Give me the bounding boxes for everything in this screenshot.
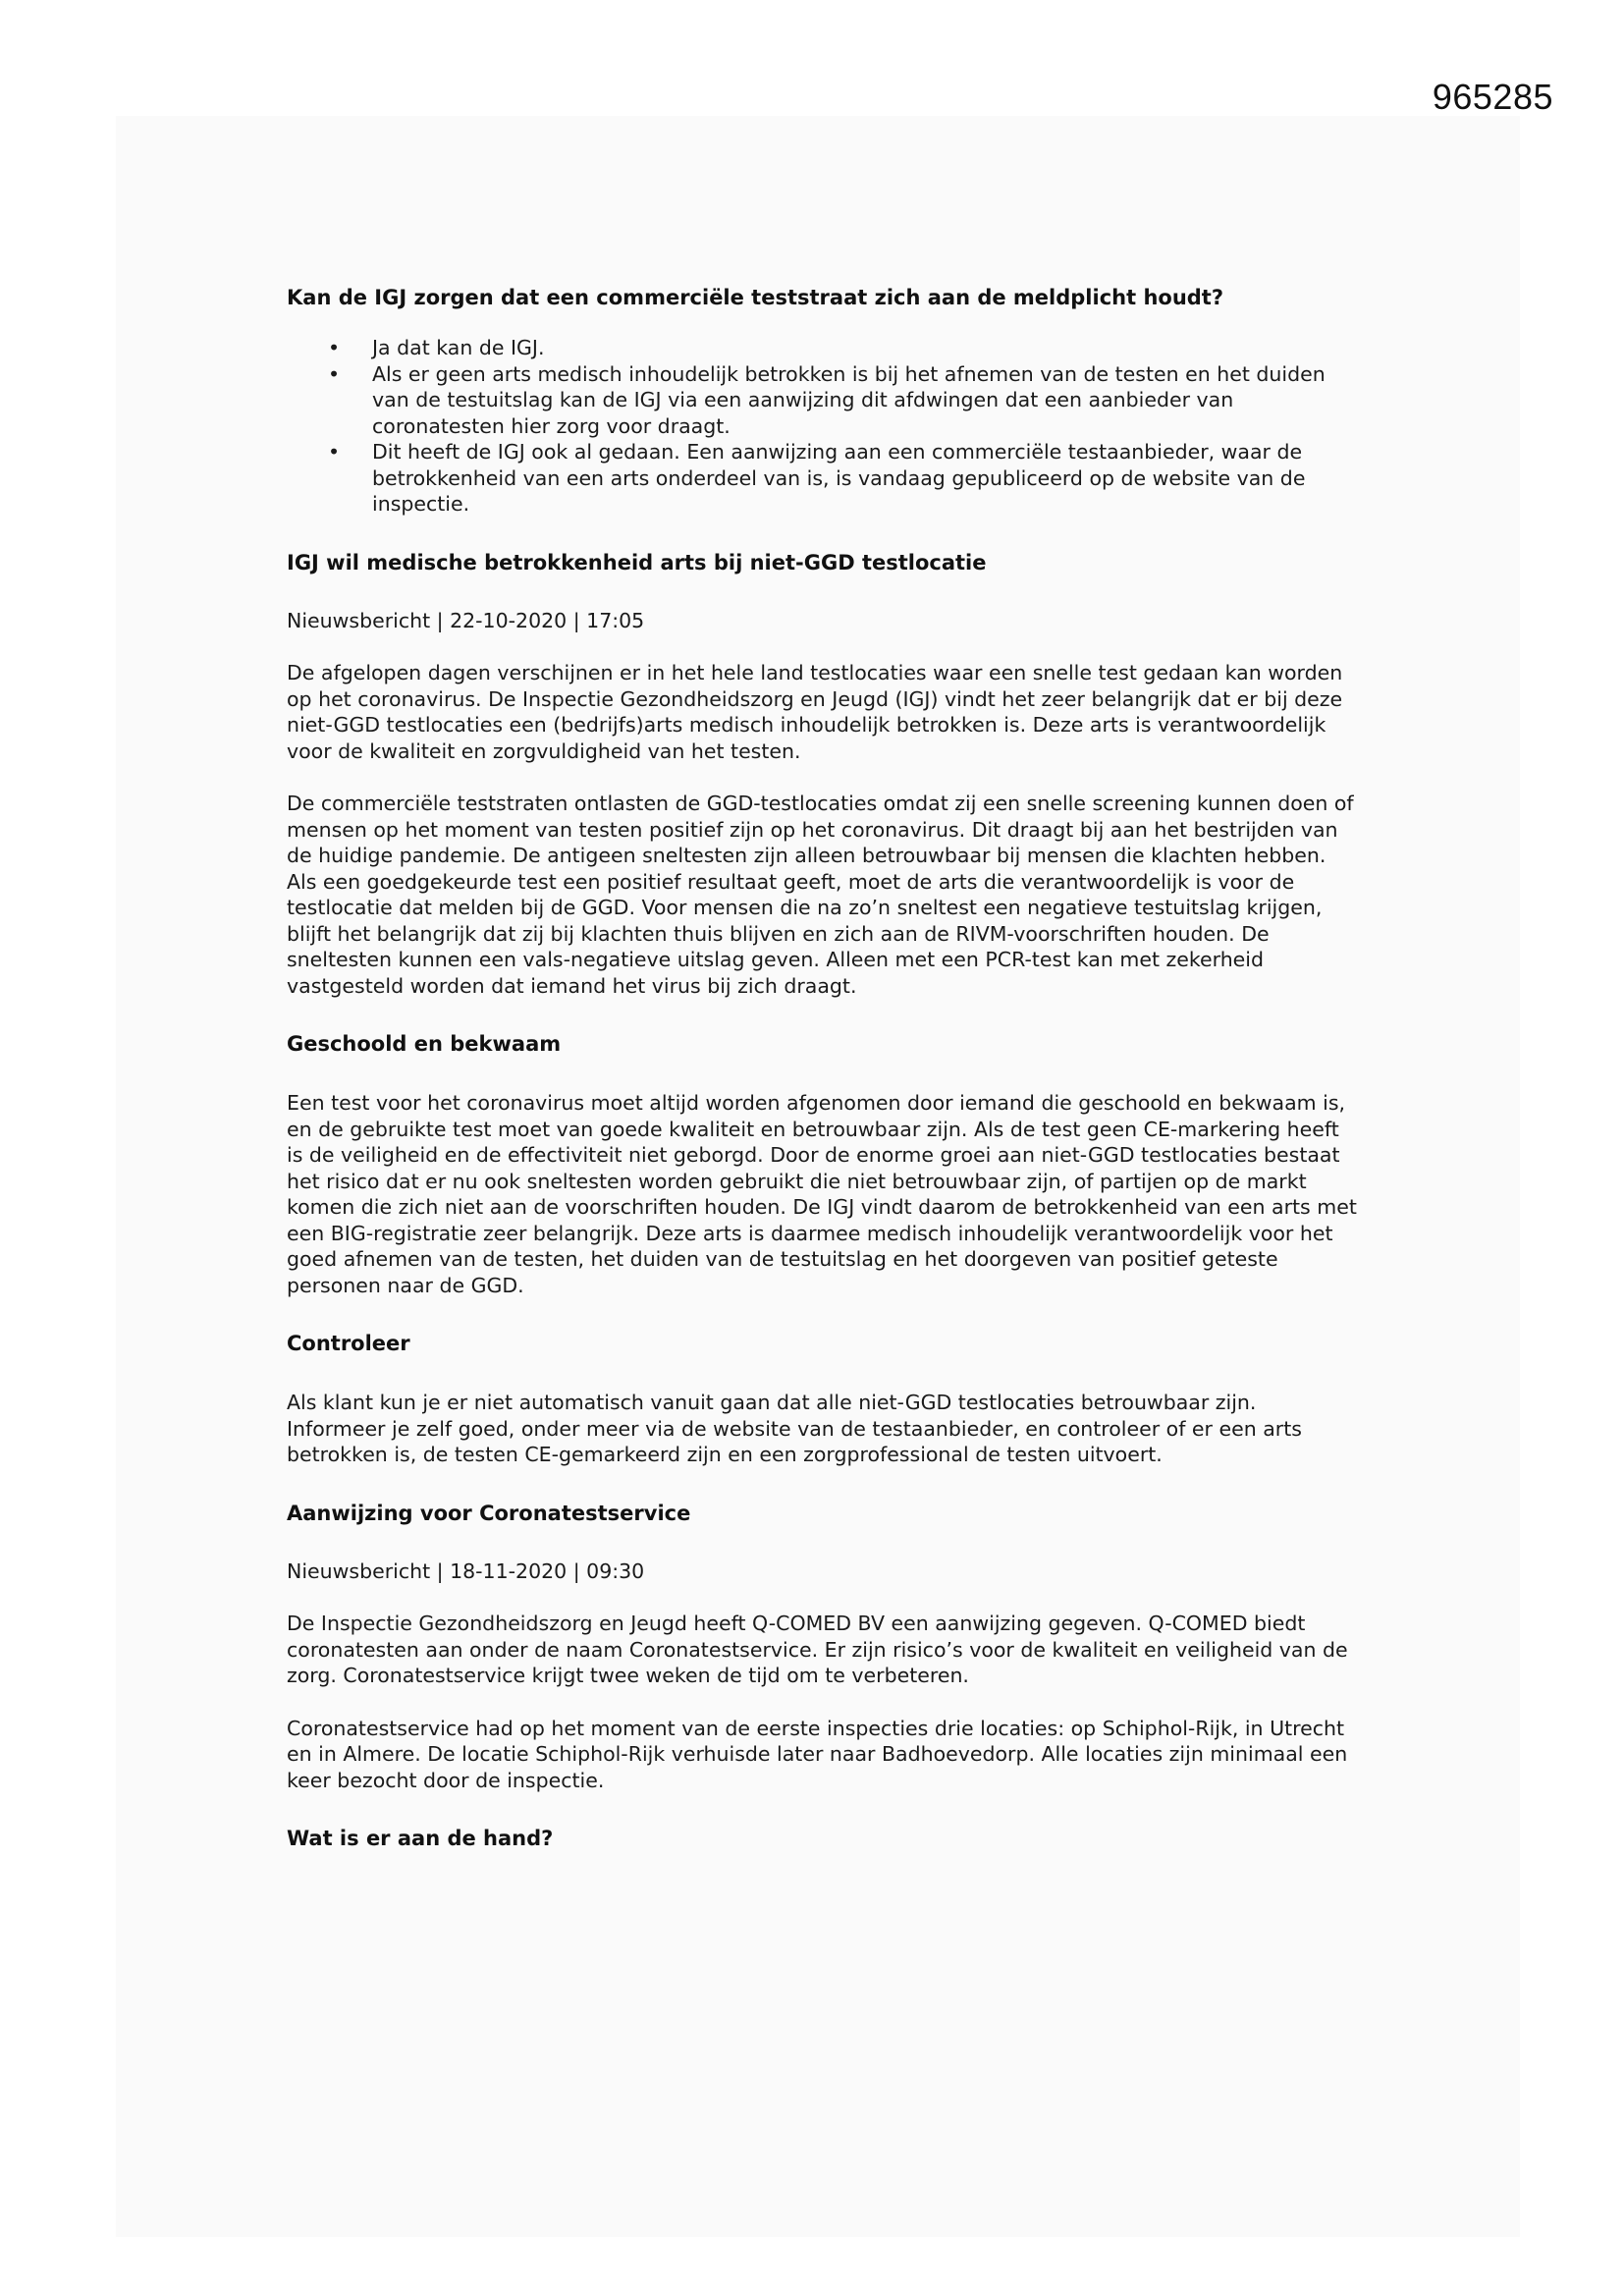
document-body: [287, 285, 1357, 1852]
article-title: Aanwijzing voor Coronatestservice: [287, 1501, 691, 1525]
subsection-paragraph: Als klant kun je er niet automatisch vanuit gaan dat alle niet-GGD testlocaties betrouwbaar zijn. Informeer je zelf goed, onder meer via de website van de testaanbieder, en controleer of er een arts betrokken is, de testen CE-gemarkeerd zijn en een zorgprofessional de testen uitvoert.: [287, 1391, 1302, 1466]
answer-bullet: • Dit heeft de IGJ ook al gedaan. Een aanwijzing aan een commerciële testaanbieder, waar de betrokkenheid van een arts onderdeel van is, is vandaag gepubliceerd op de website van de inspectie.: [372, 439, 1357, 518]
article-paragraph: De Inspectie Gezondheidszorg en Jeugd heeft Q-COMED BV een aanwijzing gegeven. Q-COMED biedt coronatesten aan onder de naam Coronatestservice. Er zijn risico’s voor de kwaliteit en veiligheid van de zorg. Coronatestservice krijgt twee weken de tijd om te verbeteren.: [287, 1612, 1348, 1687]
article-paragraph: De commerciële teststraten ontlasten de GGD-testlocaties omdat zij een snelle screening kunnen doen of mensen op het moment van testen positief zijn op het coronavirus. Dit draagt bij aan het bestrijden van de huidige pandemie. De antigeen sneltesten zijn alleen betrouwbaar bij mensen die klachten hebben. Als een goedgekeurde test een positief resultaat geeft, moet de arts die verantwoordelijk is voor de testlocatie dat melden bij de GGD. Voor mensen die na zo’n sneltest een negatieve testuitslag krijgen, blijft het belangrijk dat zij bij klachten thuis blijven en zich aan de RIVM-voorschriften houden. De sneltesten kunnen een vals-negatieve uitslag geven. Alleen met een PCR-test kan met zekerheid vastgesteld worden dat iemand het virus bij zich draagt.: [287, 792, 1354, 998]
article-dateline: Nieuwsbericht | 22-10-2020 | 17:05: [287, 608, 645, 632]
answer-bullet: • Als er geen arts medisch inhoudelijk betrokken is bij het afnemen van de testen en het duiden van de testuitslag kan de IGJ via een aanwijzing dit afdwingen dat een aanbieder van coronatesten hier zorg voor draagt.: [372, 361, 1357, 440]
section-heading: Wat is er aan de hand?: [287, 1827, 554, 1850]
subsection-heading: Controleer: [287, 1332, 410, 1355]
subsection-heading: Geschoold en bekwaam: [287, 1032, 562, 1056]
article-paragraph: De afgelopen dagen verschijnen er in het hele land testlocaties waar een snelle test gedaan kan worden op het coronavirus. De Inspectie Gezondheidszorg en Jeugd (IGJ) vindt het zeer belangrijk dat er bij deze niet-GGD testlocaties een (bedrijfs)arts medisch inhoudelijk betrokken is. Deze arts is verantwoordelijk voor de kwaliteit en zorgvuldigheid van het testen.: [287, 661, 1343, 763]
article-paragraph: Coronatestservice had op het moment van de eerste inspecties drie locaties: op Schiphol-Rijk, in Utrecht en in Almere. De locatie Schiphol-Rijk verhuisde later naar Badhoevedorp. Alle locaties zijn minimaal een keer bezocht door de inspectie.: [287, 1716, 1348, 1792]
article-title: IGJ wil medische betrokkenheid arts bij niet-GGD testlocatie: [287, 550, 987, 574]
answer-bullet-list: [287, 335, 1357, 518]
answer-bullet: • Ja dat kan de IGJ.: [372, 335, 1357, 361]
section-question-heading: Kan de IGJ zorgen dat een commerciële teststraat zich aan de meldplicht houdt?: [287, 286, 1224, 309]
article-dateline: Nieuwsbericht | 18-11-2020 | 09:30: [287, 1558, 645, 1583]
subsection-paragraph: Een test voor het coronavirus moet altijd worden afgenomen door iemand die geschoold en bekwaam is, en de gebruikte test moet van goede kwaliteit en betrouwbaar zijn. Als de test geen CE-markering heeft is de veiligheid en de effectiviteit niet geborgd. Door de enorme groei aan niet-GGD testlocaties bestaat het risico dat er nu ook sneltesten worden gebruikt die niet betrouwbaar zijn, of partijen op de markt komen die zich niet aan de voorschriften houden. De IGJ vindt daarom de betrokkenheid van een arts met een BIG-registratie zeer belangrijk. Deze arts is daarmee medisch inhoudelijk verantwoordelijk voor het goed afnemen van de testen, het duiden van de testuitslag en het doorgeven van positief geteste personen naar de GGD.: [287, 1091, 1357, 1297]
document-number: 965285: [1432, 77, 1553, 117]
